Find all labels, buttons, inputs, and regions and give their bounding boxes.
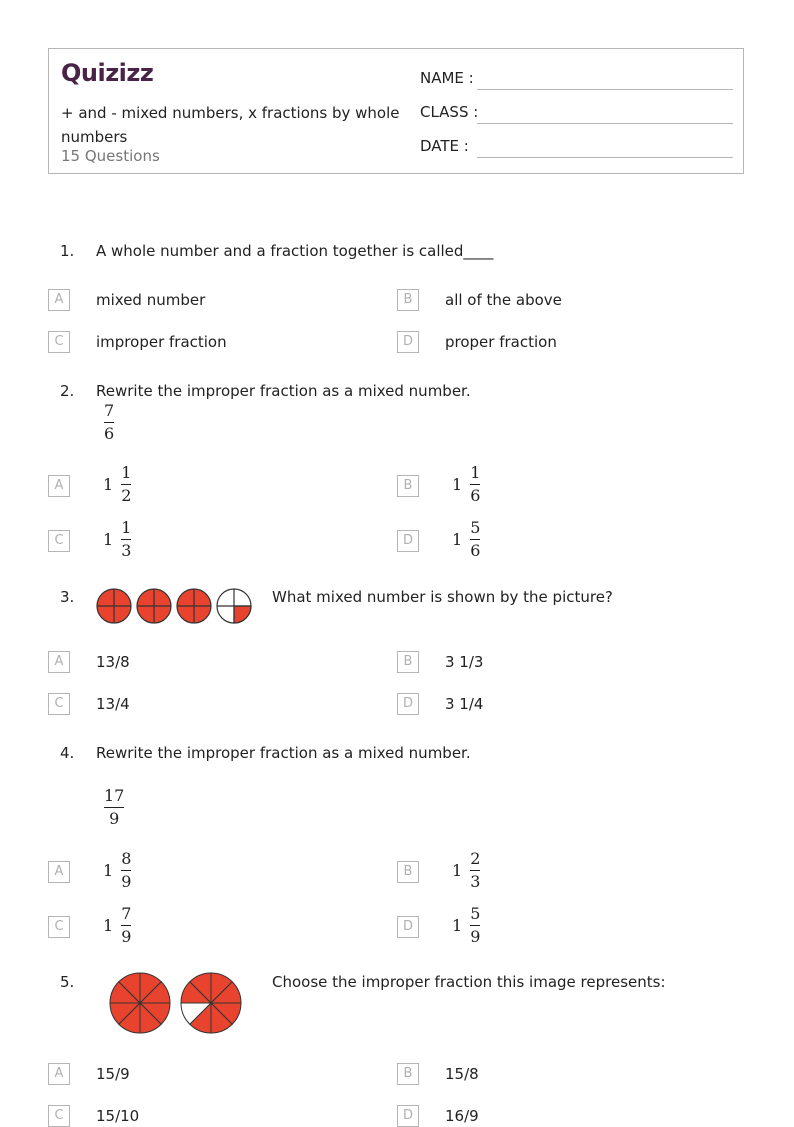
question-text: Choose the improper fraction this image represents:: [272, 973, 666, 991]
option-text: 15/8: [445, 1065, 479, 1083]
option-letter: A: [48, 1063, 70, 1085]
option-letter: C: [48, 916, 70, 938]
option-letter: B: [397, 1063, 419, 1085]
option-text: mixed number: [96, 291, 206, 309]
question-number: 4.: [60, 744, 75, 762]
question-text: Rewrite the improper fraction as a mixed number.: [96, 382, 471, 400]
question-fraction: $\frac{7}{6}$: [104, 401, 115, 443]
option-letter: D: [397, 331, 419, 353]
question-number: 1.: [60, 242, 75, 260]
date-line: [477, 157, 733, 158]
option-letter: D: [397, 1105, 419, 1127]
option-text: 15/9: [96, 1065, 130, 1083]
option-text: 15/10: [96, 1107, 140, 1125]
option-letter: B: [397, 475, 419, 497]
option-mixed-number: 1 $\frac{1}{2}$: [103, 463, 132, 505]
option-mixed-number: 1 $\frac{1}{3}$: [103, 518, 132, 560]
class-line: [477, 123, 733, 124]
worksheet-title: + and - mixed numbers, x fractions by whole numbers: [61, 104, 400, 146]
option-letter: C: [48, 1105, 70, 1127]
option-letter: A: [48, 651, 70, 673]
option-text: 13/4: [96, 695, 130, 713]
option-letter: C: [48, 530, 70, 552]
question-fraction: $\frac{17}{9}$: [104, 786, 125, 828]
option-letter: D: [397, 916, 419, 938]
option-text: 3 1/4: [445, 695, 484, 713]
name-line: [477, 89, 733, 90]
question-number: 2.: [60, 382, 75, 400]
option-letter: A: [48, 289, 70, 311]
fraction-circles-image: [96, 587, 256, 625]
option-text: 16/9: [445, 1107, 479, 1125]
option-letter: B: [397, 861, 419, 883]
option-letter: D: [397, 530, 419, 552]
option-text: improper fraction: [96, 333, 227, 351]
quizizz-logo: Quizizz: [61, 59, 154, 87]
question-number: 5.: [60, 973, 75, 991]
name-label: NAME :: [420, 69, 474, 87]
option-letter: B: [397, 289, 419, 311]
date-label: DATE :: [420, 137, 469, 155]
option-text: all of the above: [445, 291, 562, 309]
option-letter: C: [48, 693, 70, 715]
option-letter: A: [48, 475, 70, 497]
option-letter: A: [48, 861, 70, 883]
worksheet-header: [48, 48, 744, 174]
option-mixed-number: 1 $\frac{5}{9}$: [452, 904, 481, 946]
pie-fraction-image: [108, 971, 244, 1035]
option-text: 3 1/3: [445, 653, 484, 671]
option-letter: D: [397, 693, 419, 715]
option-letter: C: [48, 331, 70, 353]
question-count: 15 Questions: [61, 147, 160, 165]
option-mixed-number: 1 $\frac{8}{9}$: [103, 849, 132, 891]
option-mixed-number: 1 $\frac{7}{9}$: [103, 904, 132, 946]
option-text: 13/8: [96, 653, 130, 671]
class-label: CLASS :: [420, 103, 479, 121]
option-mixed-number: 1 $\frac{1}{6}$: [452, 463, 481, 505]
question-number: 3.: [60, 588, 75, 606]
option-mixed-number: 1 $\frac{5}{6}$: [452, 518, 481, 560]
option-letter: B: [397, 651, 419, 673]
option-text: proper fraction: [445, 333, 557, 351]
question-text: Rewrite the improper fraction as a mixed number.: [96, 744, 471, 762]
question-text: A whole number and a fraction together is called____: [96, 242, 494, 260]
question-text: What mixed number is shown by the picture?: [272, 588, 613, 606]
option-mixed-number: 1 $\frac{2}{3}$: [452, 849, 481, 891]
